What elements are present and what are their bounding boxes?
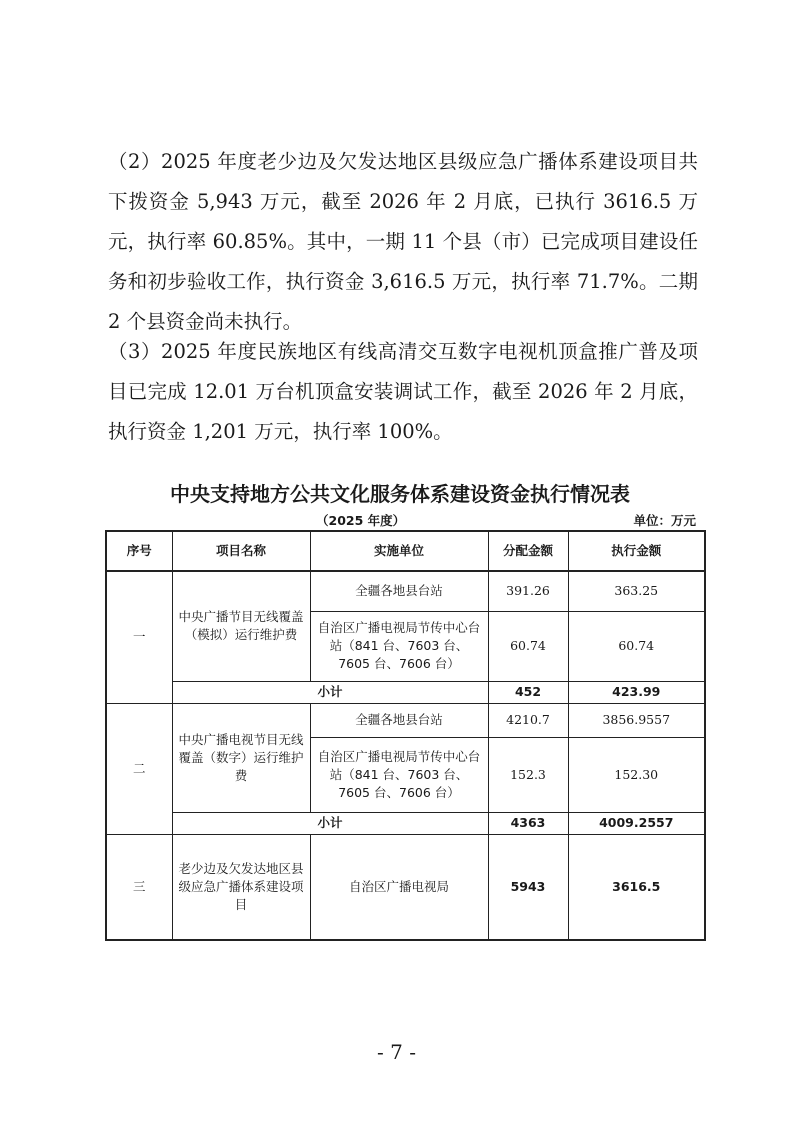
cell-executed: 152.30 [568, 737, 705, 812]
subtotal-label: 小计 [172, 681, 488, 703]
cell-unit: 自治区广播电视局节传中心台站（841 台、7603 台、7605 台、7606 台） [310, 611, 488, 681]
subtotal-allocated: 452 [488, 681, 568, 703]
cell-allocated: 5943 [488, 834, 568, 940]
paragraph-set-top-box: （3）2025 年度民族地区有线高清交互数字电视机顶盒推广普及项目已完成 12.01 万台机顶盒安装调试工作，截至 2026 年 2 月底，执行资金 1,201 万元，执行率 100%。 [108, 340, 698, 443]
subtotal-allocated: 4363 [488, 812, 568, 834]
table-row [106, 703, 705, 737]
subtotal-executed: 4009.2557 [568, 812, 705, 834]
cell-executed: 363.25 [568, 571, 705, 611]
cell-executed: 3616.5 [568, 834, 705, 940]
page-number: - 7 - [377, 1040, 416, 1064]
table-header-row [106, 531, 705, 571]
cell-project-name: 中央广播节目无线覆盖（模拟）运行维护费 [172, 571, 310, 681]
cell-executed: 3856.9557 [568, 703, 705, 737]
table-title: 中央支持地方公共文化服务体系建设资金执行情况表 [170, 482, 630, 506]
table-year: （2025 年度） [316, 513, 406, 528]
subtotal-row [106, 681, 705, 703]
cell-allocated: 391.26 [488, 571, 568, 611]
table-row [106, 834, 705, 940]
table-unit: 单位：万元 [633, 513, 696, 528]
header-project-name: 项目名称 [172, 531, 310, 571]
header-executed: 执行金额 [568, 531, 705, 571]
table-row [106, 571, 705, 611]
header-allocated: 分配金额 [488, 531, 568, 571]
cell-unit: 自治区广播电视局节传中心台站（841 台、7603 台、7605 台、7606 台） [310, 737, 488, 812]
cell-executed: 60.74 [568, 611, 705, 681]
subtotal-label: 小计 [172, 812, 488, 834]
cell-unit: 自治区广播电视局 [310, 834, 488, 940]
cell-unit: 全疆各地县台站 [310, 703, 488, 737]
cell-unit: 全疆各地县台站 [310, 571, 488, 611]
funds-table [105, 530, 706, 941]
cell-project-name: 中央广播电视节目无线覆盖（数字）运行维护费 [172, 703, 310, 812]
cell-seq: 二 [106, 703, 172, 834]
cell-allocated: 60.74 [488, 611, 568, 681]
cell-seq: 三 [106, 834, 172, 940]
cell-allocated: 4210.7 [488, 703, 568, 737]
cell-project-name: 老少边及欠发达地区县级应急广播体系建设项目 [172, 834, 310, 940]
subtotal-row [106, 812, 705, 834]
subtotal-executed: 423.99 [568, 681, 705, 703]
header-seq: 序号 [106, 531, 172, 571]
cell-allocated: 152.3 [488, 737, 568, 812]
cell-seq: 一 [106, 571, 172, 703]
paragraph-emergency-broadcast: （2）2025 年度老少边及欠发达地区县级应急广播体系建设项目共下拨资金 5,943 万元，截至 2026 年 2 月底，已执行 3616.5 万元，执行率 60.85%。其中，一期 11 个县（市）已完成项目建设任务和初步验收工作，执行资金 3,616.5 万元，执行率 71.7%。二期 2 个县资金尚未执行。 [108, 150, 698, 333]
header-implementing-unit: 实施单位 [310, 531, 488, 571]
